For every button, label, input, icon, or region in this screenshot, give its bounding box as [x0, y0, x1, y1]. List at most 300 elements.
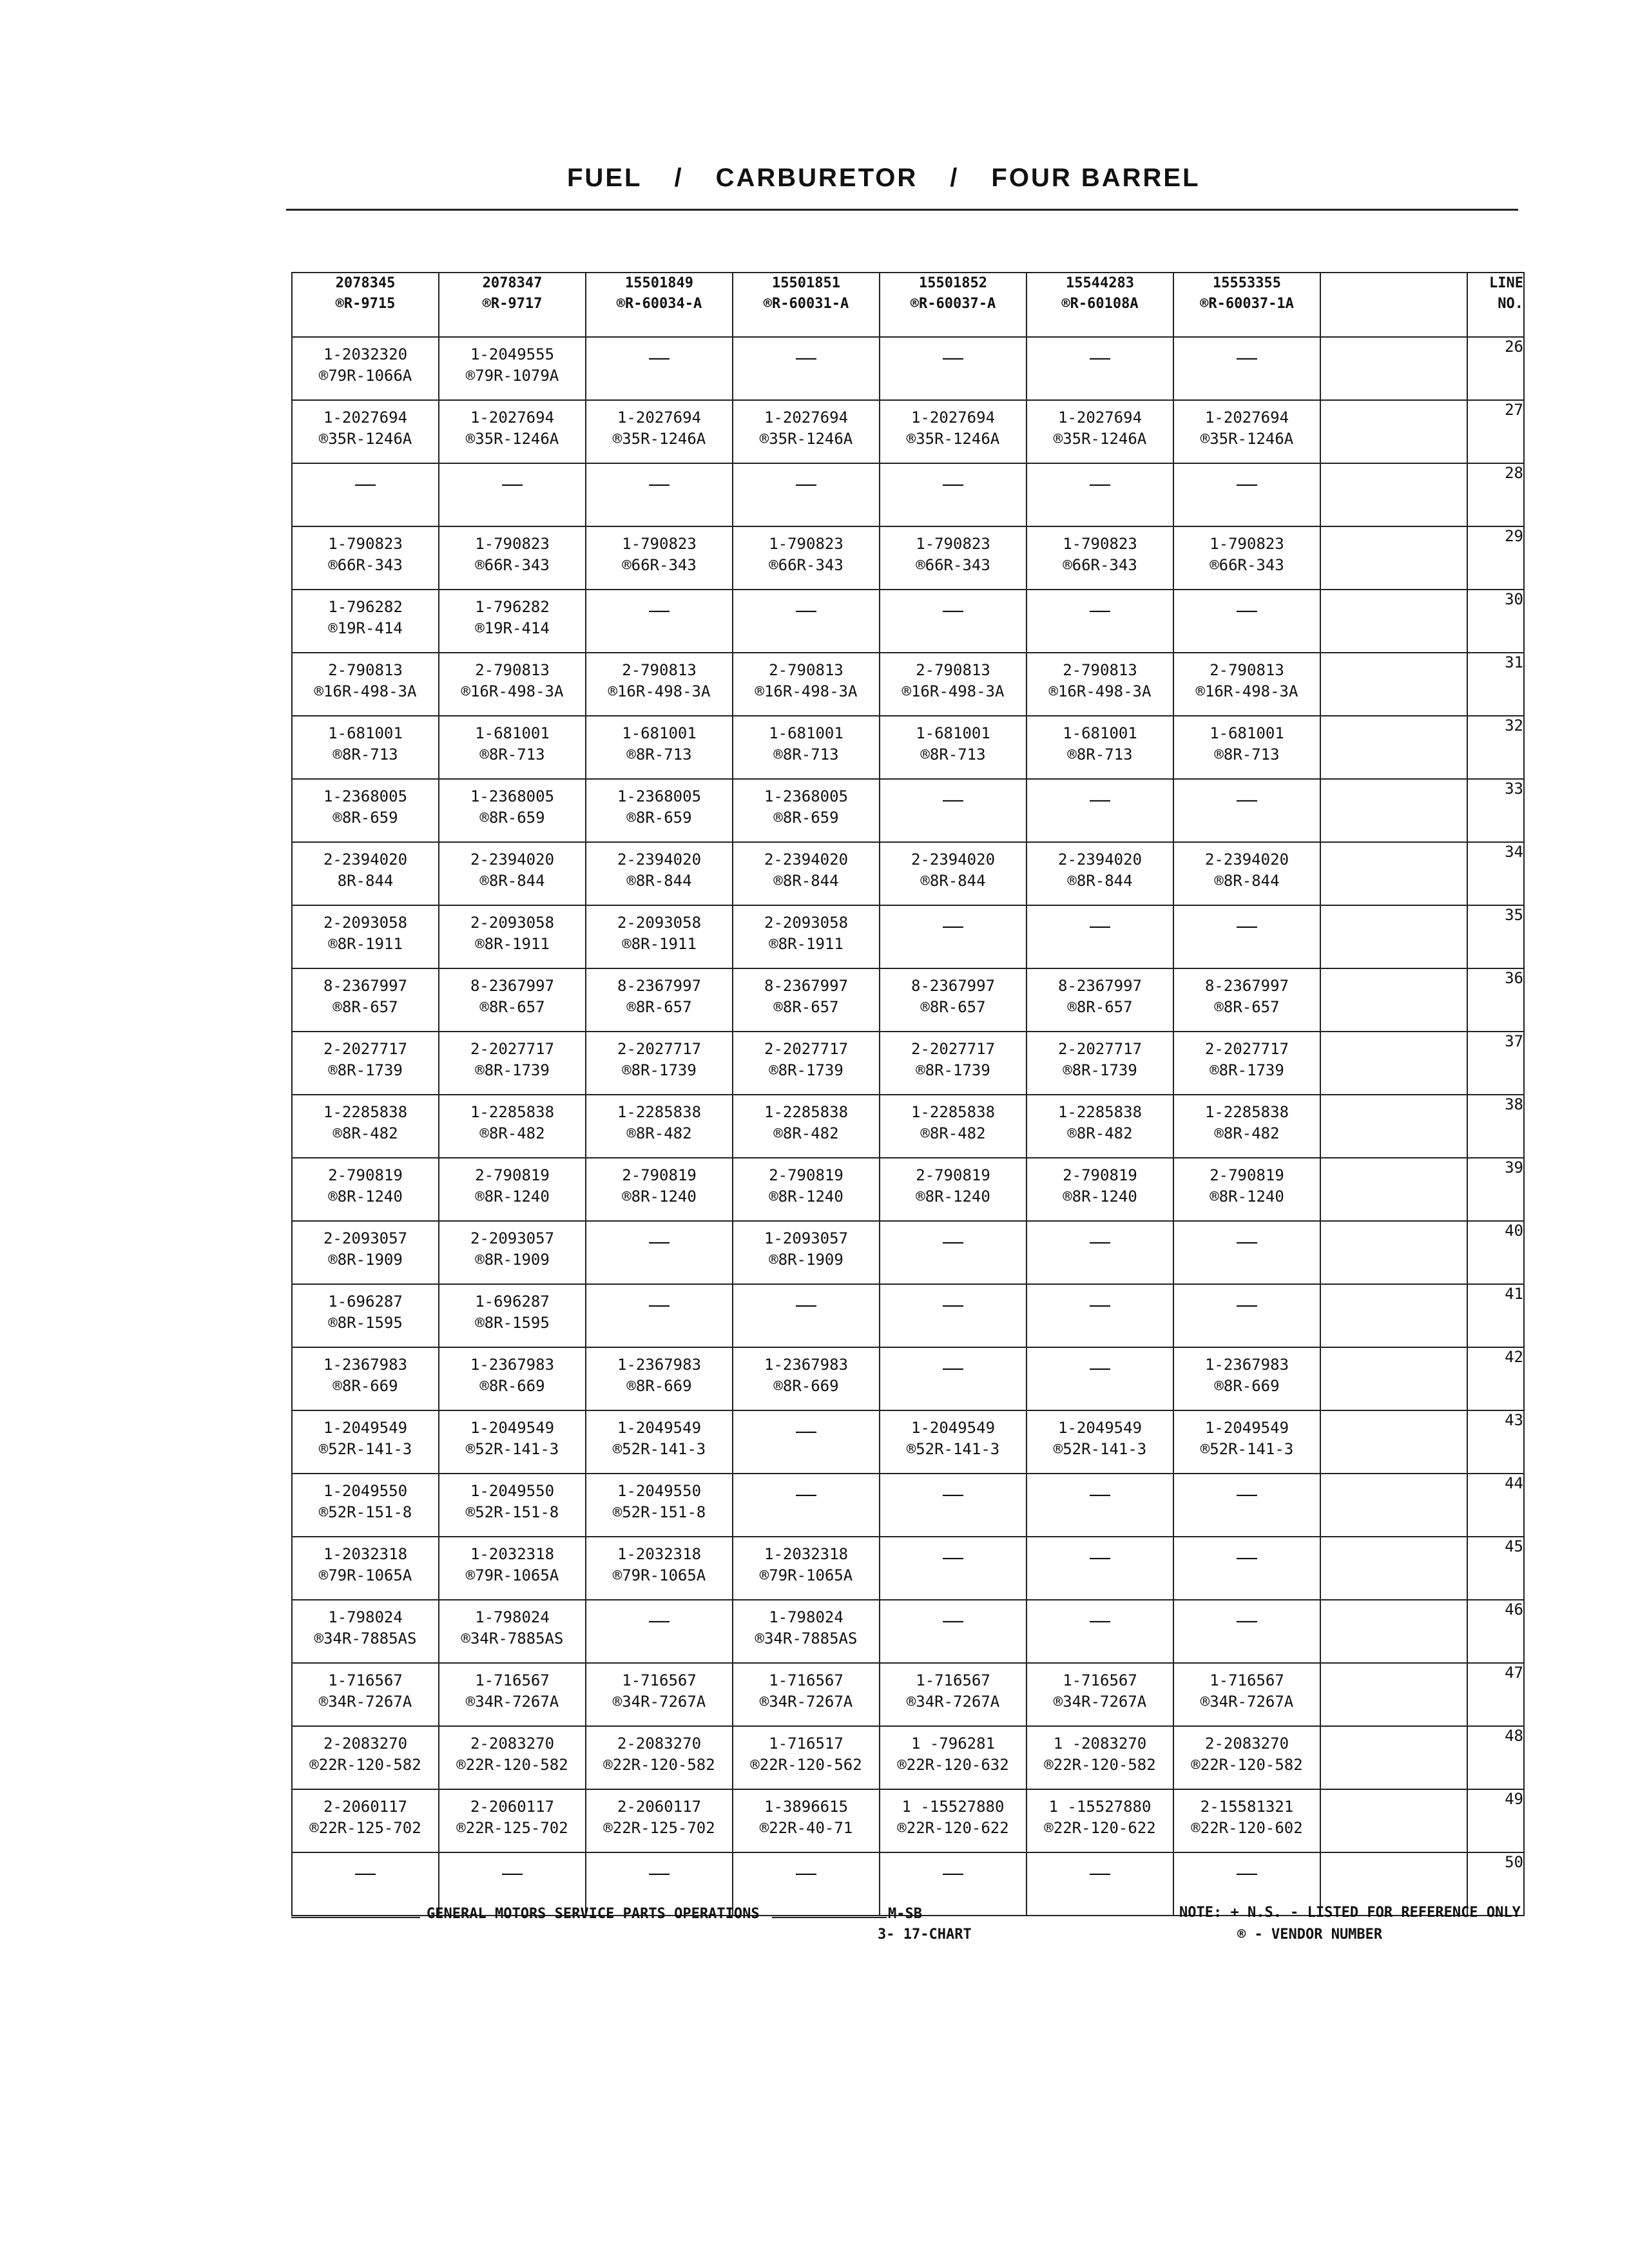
- parts-chart-table: [291, 272, 1525, 1916]
- part-number: 2-790813: [1210, 661, 1284, 679]
- table-cell: [733, 1410, 880, 1474]
- table-cell: [880, 1474, 1027, 1537]
- table-cell: [733, 1158, 880, 1221]
- column-header: 2078345 ®R-9715: [292, 273, 439, 337]
- table-row: [292, 1474, 1524, 1537]
- vendor-number: ®8R-669: [479, 1377, 545, 1395]
- table-cell: [1173, 1284, 1320, 1347]
- table-cell: [292, 337, 439, 400]
- table-cell: [439, 1663, 586, 1726]
- vendor-number: ®8R-659: [479, 809, 545, 827]
- not-applicable-dash: —: [1090, 472, 1110, 495]
- vendor-number: ®79R-1065A: [318, 1566, 412, 1584]
- footer-code: M-SB: [888, 1906, 922, 1922]
- line-number: 37: [1467, 1032, 1524, 1095]
- part-number: 2-2093058: [323, 914, 408, 932]
- blank-cell: [1320, 1726, 1467, 1789]
- line-number: 30: [1467, 590, 1524, 653]
- blank-cell: [1320, 842, 1467, 905]
- not-applicable-dash: —: [1237, 914, 1257, 937]
- not-applicable-dash: —: [796, 1419, 816, 1442]
- table-cell: [439, 1474, 586, 1537]
- blank-cell: [1320, 1537, 1467, 1600]
- part-number: 1-796282: [475, 598, 550, 616]
- part-number: 1-2049549: [323, 1419, 408, 1437]
- not-applicable-dash: —: [1090, 1229, 1110, 1253]
- table-cell: [292, 1537, 439, 1600]
- table-cell: [292, 779, 439, 842]
- table-cell: [880, 526, 1027, 590]
- table-cell: [439, 1158, 586, 1221]
- table-cell: [586, 1474, 733, 1537]
- part-number: 8-2367997: [764, 977, 849, 995]
- table-row: [292, 905, 1524, 968]
- column-header: 2078347 ®R-9717: [439, 273, 586, 337]
- blank-cell: [1320, 1032, 1467, 1095]
- vendor-number: ®16R-498-3A: [1195, 682, 1298, 700]
- table-cell: [1173, 1221, 1320, 1284]
- part-number: 2-790819: [1063, 1166, 1137, 1184]
- table-cell: [1173, 1032, 1320, 1095]
- not-applicable-dash: —: [1237, 1608, 1257, 1631]
- vendor-number: ®8R-844: [479, 872, 545, 890]
- footer-publisher: GENERAL MOTORS SERVICE PARTS OPERATIONS: [427, 1906, 760, 1922]
- not-applicable-dash: —: [649, 1608, 670, 1631]
- vendor-number: ®8R-1909: [769, 1251, 843, 1269]
- vendor-number: ®8R-1739: [622, 1061, 697, 1079]
- not-applicable-dash: —: [943, 1861, 963, 1884]
- table-cell: [880, 905, 1027, 968]
- part-number: 1-790823: [769, 535, 843, 553]
- table-cell: [1173, 526, 1320, 590]
- part-number: 1-2285838: [323, 1103, 408, 1121]
- blank-cell: [1320, 1600, 1467, 1663]
- vendor-number: ®8R-657: [920, 998, 986, 1016]
- part-number: 1-2032318: [470, 1545, 555, 1563]
- vendor-number: ®8R-1739: [1063, 1061, 1137, 1079]
- table-cell: [586, 1158, 733, 1221]
- vendor-number: ®8R-482: [626, 1124, 692, 1142]
- part-number: 1-798024: [475, 1608, 550, 1626]
- table-row: [292, 463, 1524, 526]
- table-row: [292, 779, 1524, 842]
- table-cell: [733, 1663, 880, 1726]
- table-cell: [439, 1410, 586, 1474]
- table-cell: [1173, 842, 1320, 905]
- part-number: 1-716567: [769, 1671, 843, 1689]
- vendor-number: ®22R-120-622: [1044, 1819, 1156, 1837]
- line-number: 47: [1467, 1663, 1524, 1726]
- part-number: 1-681001: [769, 724, 843, 742]
- not-applicable-dash: —: [502, 472, 523, 495]
- table-cell: [439, 968, 586, 1032]
- table-cell: [1173, 337, 1320, 400]
- blank-cell: [1320, 968, 1467, 1032]
- blank-cell: [1320, 1663, 1467, 1726]
- table-cell: [439, 337, 586, 400]
- part-number: 1 -2083270: [1053, 1735, 1147, 1753]
- blank-cell: [1320, 1347, 1467, 1410]
- vendor-number: ®8R-482: [920, 1124, 986, 1142]
- vendor-number: ®8R-482: [1214, 1124, 1280, 1142]
- part-number: 1-2285838: [1204, 1103, 1289, 1121]
- column-header: 15501849 ®R-60034-A: [586, 273, 733, 337]
- part-number: 1-2049549: [617, 1419, 702, 1437]
- vendor-number: ®8R-713: [1214, 745, 1280, 764]
- vendor-number: ®8R-1240: [916, 1187, 990, 1206]
- blank-cell: [1320, 463, 1467, 526]
- vendor-number: ®79R-1065A: [612, 1566, 706, 1584]
- vendor-number: ®79R-1065A: [759, 1566, 853, 1584]
- table-cell: [1027, 400, 1173, 463]
- vendor-number: ®8R-669: [626, 1377, 692, 1395]
- part-number: 2-2027717: [1057, 1040, 1142, 1058]
- part-number: 1-2368005: [764, 787, 849, 805]
- blank-column-header: [1320, 273, 1467, 337]
- vendor-number: ®8R-657: [1067, 998, 1133, 1016]
- vendor-number: ®35R-1246A: [465, 430, 559, 448]
- part-number: 2-2083270: [1204, 1735, 1289, 1753]
- title-part-carburetor: CARBURETOR: [715, 164, 918, 192]
- table-cell: [292, 1410, 439, 1474]
- vendor-number: ®8R-844: [773, 872, 839, 890]
- table-cell: [1173, 1789, 1320, 1852]
- table-cell: [733, 1347, 880, 1410]
- table-cell: [292, 1158, 439, 1221]
- vendor-number: ®16R-498-3A: [755, 682, 858, 700]
- footer-note: NOTE: + N.S. - LISTED FOR REFERENCE ONLY: [1179, 1905, 1521, 1921]
- table-cell: [1027, 1537, 1173, 1600]
- table-cell: [292, 1284, 439, 1347]
- vendor-number: ®16R-498-3A: [461, 682, 564, 700]
- column-header: 15501851 ®R-60031-A: [733, 273, 880, 337]
- part-number: 1-681001: [622, 724, 697, 742]
- table-cell: [733, 779, 880, 842]
- vendor-number: ®22R-125-702: [603, 1819, 715, 1837]
- table-cell: [1173, 1474, 1320, 1537]
- table-row: [292, 653, 1524, 716]
- not-applicable-dash: —: [943, 1229, 963, 1253]
- vendor-number: ®8R-1909: [475, 1251, 550, 1269]
- table-cell: [1173, 1410, 1320, 1474]
- table-cell: [1173, 968, 1320, 1032]
- part-number: 1-790823: [328, 535, 403, 553]
- table-cell: [586, 1410, 733, 1474]
- vendor-number: ®8R-1240: [769, 1187, 843, 1206]
- page-title: [567, 164, 1200, 193]
- part-number: 1-3896615: [764, 1798, 849, 1816]
- table-cell: [586, 653, 733, 716]
- table-cell: [439, 400, 586, 463]
- table-cell: [292, 1032, 439, 1095]
- not-applicable-dash: —: [1090, 1608, 1110, 1631]
- line-number: 33: [1467, 779, 1524, 842]
- table-cell: [1027, 1347, 1173, 1410]
- table-cell: [880, 1221, 1027, 1284]
- not-applicable-dash: —: [943, 1482, 963, 1505]
- table-cell: [733, 400, 880, 463]
- vendor-number: ®34R-7267A: [906, 1693, 1000, 1711]
- vendor-number: ®34R-7267A: [612, 1693, 706, 1711]
- line-number: 39: [1467, 1158, 1524, 1221]
- not-applicable-dash: —: [796, 1293, 816, 1316]
- part-number: 1-716567: [1063, 1671, 1137, 1689]
- table-cell: [1173, 905, 1320, 968]
- part-number: 1-2032318: [323, 1545, 408, 1563]
- vendor-number: ®66R-343: [1063, 556, 1137, 574]
- vendor-number: ®16R-498-3A: [608, 682, 711, 700]
- table-row: [292, 1347, 1524, 1410]
- part-number: 1-2049555: [470, 345, 555, 363]
- table-cell: [1173, 463, 1320, 526]
- part-number: 1-2285838: [764, 1103, 849, 1121]
- part-number: 1-798024: [769, 1608, 843, 1626]
- line-number: 27: [1467, 400, 1524, 463]
- table-cell: [586, 1284, 733, 1347]
- part-number: 1-2032320: [323, 345, 408, 363]
- not-applicable-dash: —: [1090, 345, 1110, 369]
- vendor-number: ®35R-1246A: [318, 430, 412, 448]
- table-cell: [439, 1095, 586, 1158]
- not-applicable-dash: —: [649, 598, 670, 621]
- not-applicable-dash: —: [502, 1861, 523, 1884]
- table-row: [292, 842, 1524, 905]
- part-number: 2-2083270: [470, 1735, 555, 1753]
- table-row: [292, 1410, 1524, 1474]
- table-cell: [1173, 716, 1320, 779]
- table-cell: [586, 1095, 733, 1158]
- part-number: 1-790823: [1210, 535, 1284, 553]
- not-applicable-dash: —: [796, 345, 816, 369]
- line-number: 35: [1467, 905, 1524, 968]
- line-number: 28: [1467, 463, 1524, 526]
- table-cell: [880, 968, 1027, 1032]
- vendor-number: ®8R-1739: [769, 1061, 843, 1079]
- vendor-number: ®52R-141-3: [612, 1440, 706, 1458]
- line-number: 49: [1467, 1789, 1524, 1852]
- part-number: 2-2093057: [470, 1229, 555, 1247]
- part-number: 1-2367983: [764, 1356, 849, 1374]
- table-row: [292, 1663, 1524, 1726]
- line-number: 38: [1467, 1095, 1524, 1158]
- table-cell: [1027, 1600, 1173, 1663]
- part-number: 2-790819: [622, 1166, 697, 1184]
- vendor-number: ®8R-844: [1067, 872, 1133, 890]
- table-cell: [1173, 590, 1320, 653]
- table-cell: [733, 1726, 880, 1789]
- line-number: 36: [1467, 968, 1524, 1032]
- table-cell: [586, 1789, 733, 1852]
- footer-vendor-legend: ® - VENDOR NUMBER: [1237, 1927, 1383, 1943]
- table-cell: [1173, 1726, 1320, 1789]
- not-applicable-dash: —: [796, 1861, 816, 1884]
- blank-cell: [1320, 1221, 1467, 1284]
- table-cell: [1027, 1158, 1173, 1221]
- vendor-number: ®22R-120-562: [750, 1756, 862, 1774]
- table-cell: [880, 1726, 1027, 1789]
- part-number: 1-2049550: [470, 1482, 555, 1500]
- part-number: 1-681001: [328, 724, 403, 742]
- table-cell: [733, 1600, 880, 1663]
- table-cell: [586, 526, 733, 590]
- table-cell: [1027, 1852, 1173, 1916]
- table-cell: [1173, 1095, 1320, 1158]
- part-number: 1-716567: [328, 1671, 403, 1689]
- line-number: 43: [1467, 1410, 1524, 1474]
- table-row: [292, 968, 1524, 1032]
- vendor-number: ®66R-343: [622, 556, 697, 574]
- line-number: 40: [1467, 1221, 1524, 1284]
- table-cell: [292, 842, 439, 905]
- vendor-number: ®19R-414: [328, 619, 403, 637]
- not-applicable-dash: —: [1237, 598, 1257, 621]
- not-applicable-dash: —: [649, 1293, 670, 1316]
- vendor-number: ®34R-7267A: [1200, 1693, 1294, 1711]
- title-part-four-barrel: FOUR BARREL: [991, 164, 1200, 192]
- part-number: 2-2394020: [1057, 850, 1142, 869]
- table-row: [292, 716, 1524, 779]
- table-cell: [1173, 1600, 1320, 1663]
- part-number: 1-2049549: [1057, 1419, 1142, 1437]
- part-number: 2-2083270: [617, 1735, 702, 1753]
- part-number: 1-2049549: [470, 1419, 555, 1437]
- table-cell: [733, 842, 880, 905]
- part-number: 1-2285838: [911, 1103, 996, 1121]
- table-cell: [1027, 1410, 1173, 1474]
- table-cell: [1173, 1158, 1320, 1221]
- part-number: 2-2394020: [617, 850, 702, 869]
- part-number: 1-681001: [475, 724, 550, 742]
- table-cell: [292, 905, 439, 968]
- vendor-number: ®8R-659: [626, 809, 692, 827]
- table-cell: [292, 400, 439, 463]
- part-number: 1-2027694: [323, 408, 408, 427]
- part-number: 1-790823: [1063, 535, 1137, 553]
- table-cell: [880, 1095, 1027, 1158]
- part-number: 1 -15527880: [1048, 1798, 1152, 1816]
- table-cell: [733, 1284, 880, 1347]
- blank-cell: [1320, 1474, 1467, 1537]
- blank-cell: [1320, 590, 1467, 653]
- vendor-number: ®8R-1240: [328, 1187, 403, 1206]
- vendor-number: ®16R-498-3A: [1048, 682, 1152, 700]
- vendor-number: ®8R-1595: [328, 1314, 403, 1332]
- table-cell: [1173, 653, 1320, 716]
- table-cell: [439, 842, 586, 905]
- column-header: 15544283 ®R-60108A: [1027, 273, 1173, 337]
- part-number: 1-716567: [475, 1671, 550, 1689]
- part-number: 8-2367997: [323, 977, 408, 995]
- not-applicable-dash: —: [1090, 1861, 1110, 1884]
- table-cell: [733, 526, 880, 590]
- table-cell: [880, 1663, 1027, 1726]
- not-applicable-dash: —: [1090, 598, 1110, 621]
- table-cell: [880, 1347, 1027, 1410]
- table-cell: [880, 1284, 1027, 1347]
- table-cell: [1027, 1726, 1173, 1789]
- part-number: 1-696287: [475, 1293, 550, 1311]
- vendor-number: ®8R-713: [626, 745, 692, 764]
- not-applicable-dash: —: [649, 472, 670, 495]
- part-number: 2-790819: [475, 1166, 550, 1184]
- vendor-number: ®8R-1739: [328, 1061, 403, 1079]
- not-applicable-dash: —: [796, 472, 816, 495]
- table-cell: [586, 1600, 733, 1663]
- table-cell: [586, 1347, 733, 1410]
- line-number: 41: [1467, 1284, 1524, 1347]
- line-number: 46: [1467, 1600, 1524, 1663]
- vendor-number: ®66R-343: [916, 556, 990, 574]
- vendor-number: ®66R-343: [475, 556, 550, 574]
- vendor-number: ®8R-1739: [916, 1061, 990, 1079]
- part-number: 1-2032318: [617, 1545, 702, 1563]
- not-applicable-dash: —: [649, 1861, 670, 1884]
- vendor-number: ®35R-1246A: [759, 430, 853, 448]
- part-number: 1-796282: [328, 598, 403, 616]
- part-number: 2-790819: [328, 1166, 403, 1184]
- vendor-number: ®8R-1240: [622, 1187, 697, 1206]
- vendor-number: ®8R-713: [920, 745, 986, 764]
- not-applicable-dash: —: [943, 472, 963, 495]
- vendor-number: ®8R-1911: [769, 935, 843, 953]
- not-applicable-dash: —: [1090, 1356, 1110, 1379]
- table-cell: [439, 779, 586, 842]
- vendor-number: ®8R-844: [920, 872, 986, 890]
- table-cell: [439, 1347, 586, 1410]
- vendor-number: ®8R-659: [773, 809, 839, 827]
- part-number: 1-716567: [916, 1671, 990, 1689]
- table-cell: [1027, 779, 1173, 842]
- blank-cell: [1320, 1789, 1467, 1852]
- vendor-number: ®8R-713: [773, 745, 839, 764]
- part-number: 2-2027717: [470, 1040, 555, 1058]
- table-cell: [586, 1032, 733, 1095]
- vendor-number: ®79R-1065A: [465, 1566, 559, 1584]
- part-number: 2-2394020: [1204, 850, 1289, 869]
- part-number: 2-790819: [769, 1166, 843, 1184]
- table-row: [292, 1158, 1524, 1221]
- not-applicable-dash: —: [649, 345, 670, 369]
- part-number: 1-2367983: [323, 1356, 408, 1374]
- vendor-number: ®22R-120-582: [1191, 1756, 1303, 1774]
- vendor-number: ®34R-7885AS: [461, 1629, 564, 1648]
- vendor-number: ®8R-1240: [475, 1187, 550, 1206]
- table-cell: [586, 905, 733, 968]
- part-number: 1-716567: [1210, 1671, 1284, 1689]
- table-cell: [880, 1600, 1027, 1663]
- part-number: 8-2367997: [1204, 977, 1289, 995]
- vendor-number: ®52R-151-8: [465, 1503, 559, 1521]
- part-number: 1-2027694: [1057, 408, 1142, 427]
- part-number: 1-790823: [916, 535, 990, 553]
- column-header: 15501852 ®R-60037-A: [880, 273, 1027, 337]
- vendor-number: ®8R-482: [1067, 1124, 1133, 1142]
- part-number: 2-2060117: [470, 1798, 555, 1816]
- table-cell: [439, 905, 586, 968]
- table-cell: [1027, 1032, 1173, 1095]
- table-cell: [1027, 968, 1173, 1032]
- vendor-number: ®8R-1911: [622, 935, 697, 953]
- table-cell: [1027, 463, 1173, 526]
- vendor-number: ®8R-659: [333, 809, 398, 827]
- table-cell: [733, 653, 880, 716]
- table-cell: [586, 463, 733, 526]
- footer-rule-left: [291, 1917, 420, 1918]
- vendor-number: ®8R-1240: [1210, 1187, 1284, 1206]
- table-cell: [586, 590, 733, 653]
- vendor-number: ®79R-1079A: [465, 367, 559, 385]
- vendor-number: ®8R-1739: [1210, 1061, 1284, 1079]
